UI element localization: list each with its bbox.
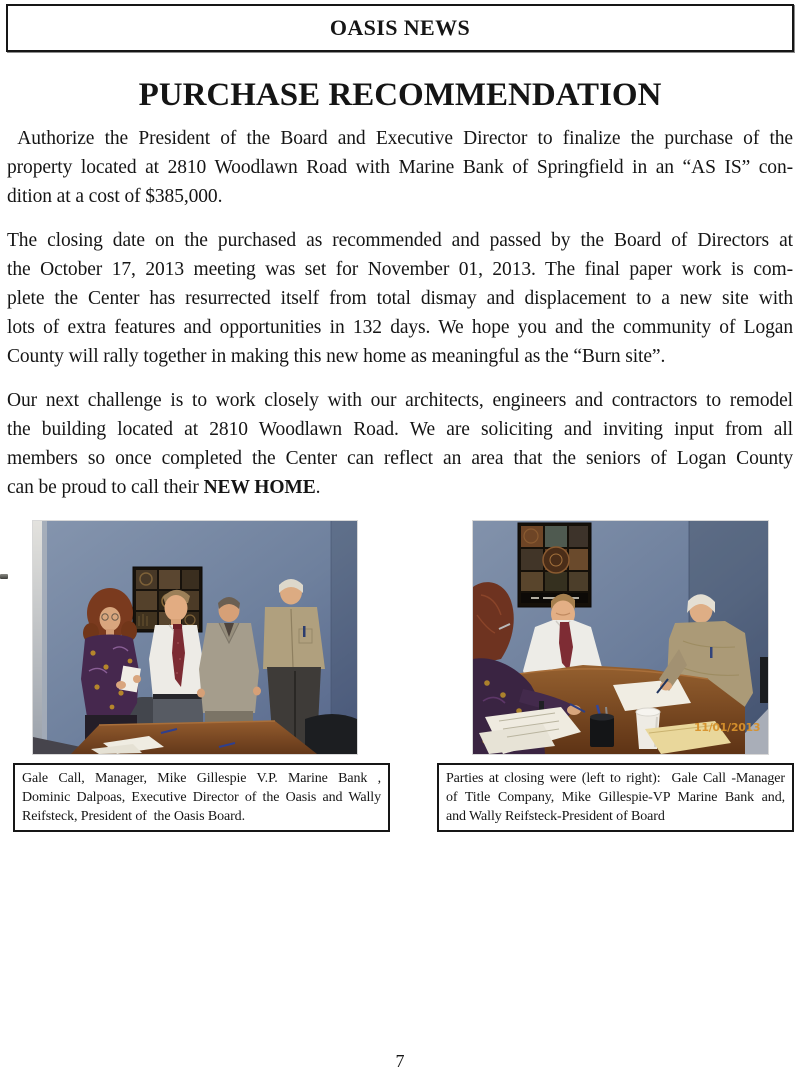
paragraph-closing-date: [7, 226, 793, 371]
article-title: PURCHASE RECOMMENDATION: [138, 77, 662, 113]
text-line: Our next challenge is to work closely with our architects, engineers and contractors to remodel: [7, 390, 793, 411]
text-run-bold: NEW HOME: [203, 477, 316, 498]
wristwatch: [539, 701, 544, 710]
caption-line: and Wally Reifsteck-President of Board: [446, 809, 665, 824]
photo-closing-signing: [472, 520, 769, 755]
text-line: the building located at 2810 Woodlawn Road. We are soliciting and inviting input from all: [7, 419, 793, 440]
paragraph-authorize: [7, 124, 793, 211]
text-line: the October 17, 2013 meeting was set for November 01, 2013. The final paper work is com-: [7, 259, 793, 280]
doorframe-strip: [33, 521, 42, 754]
pocket-pen: [303, 626, 306, 637]
page-number: 7: [395, 1051, 405, 1071]
masthead-box: [6, 4, 794, 52]
text-line: County will rally together in making this new home as meaningful as the “Burn site”.: [7, 346, 666, 367]
chair-edge: [760, 657, 768, 703]
text-line: The closing date on the purchased as recommended and passed by the Board of Directors at: [7, 230, 793, 251]
photo-board-group: [32, 520, 358, 755]
pocket-pen: [710, 647, 713, 658]
office-chair-black: [305, 714, 357, 754]
scan-artifact: [0, 574, 8, 579]
paragraph-next-challenge: [7, 386, 793, 502]
wall-artwork: [518, 523, 591, 607]
caption-box-left: [13, 763, 390, 832]
caption-line: Dominic Dalpoas, Executive Director of the Oasis and Wally: [22, 790, 381, 805]
text-run: .: [315, 477, 321, 498]
text-line: members so once completed the Center can reflect an area that the seniors of Logan County: [7, 448, 793, 469]
text-line: [7, 473, 793, 502]
caption-box-right: [437, 763, 794, 832]
text-line: dition at a cost of $385,000.: [7, 186, 223, 207]
text-run: can be proud to call their: [7, 477, 204, 498]
text-line: Authorize the President of the Board and Executive Director to finalize the purchase of the: [7, 128, 793, 149]
text-line: property located at 2810 Woodlawn Road with Marine Bank of Springfield in an “AS IS” con-: [7, 157, 793, 178]
masthead-title: OASIS NEWS: [329, 15, 471, 40]
text-line: lots of extra features and opportunities in 132 days. We hope you and the community of Logan: [7, 317, 793, 338]
text-line: plete the Center has resurrected itself from total dismay and displacement to a new site with: [7, 288, 793, 309]
caption-line: of Title Company, Mike Gillespie-VP Marine Bank and,: [446, 790, 785, 805]
photo-board-group-graphic: [33, 521, 357, 754]
caption-line: Reifsteck, President of the Oasis Board.: [22, 809, 245, 824]
caption-line: Parties at closing were (left to right): Gale Call -Manager: [446, 771, 785, 786]
face: [165, 595, 188, 621]
date-stamp: 11/01/2013: [694, 721, 761, 734]
khaki-shirt: [263, 607, 325, 669]
photo-closing-signing-graphic: [473, 521, 768, 754]
caption-line: Gale Call, Manager, Mike Gillespie V.P. Marine Bank ,: [22, 771, 381, 786]
